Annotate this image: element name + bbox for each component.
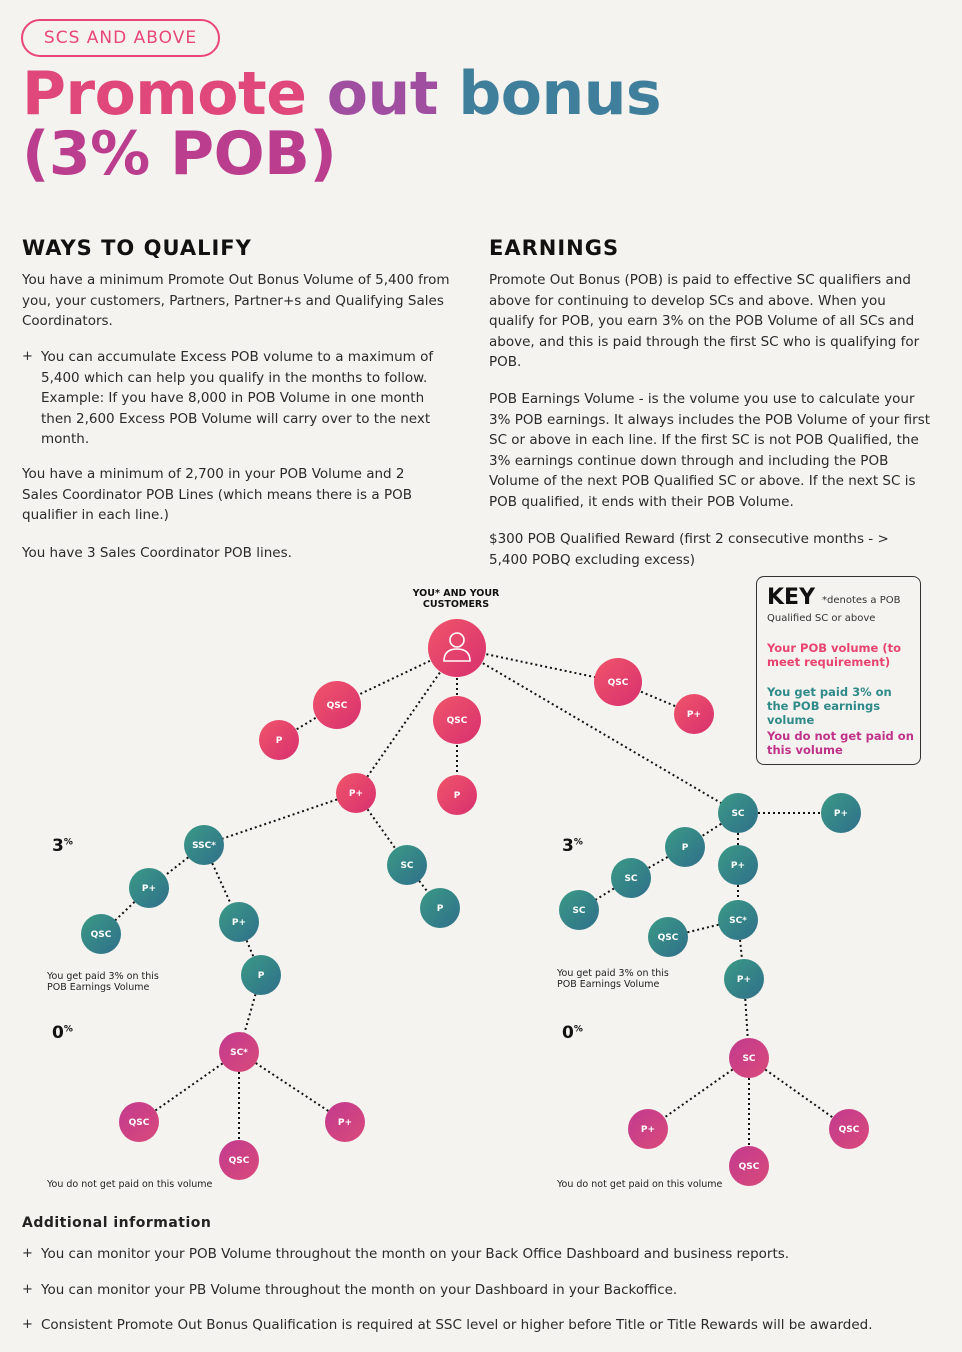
- tree-node-label: QSC: [607, 678, 629, 688]
- tree-node-label: P+: [833, 809, 849, 819]
- left-0-value: 0: [52, 1023, 64, 1043]
- tree-node-label: P: [453, 791, 461, 801]
- left-3-sign: %: [63, 837, 73, 848]
- right-0-value: 0: [562, 1023, 574, 1043]
- key-item-not-paid-volume: You do not get paid on this volume: [767, 729, 914, 757]
- bullet-plus-icon: +: [22, 1282, 33, 1297]
- tree-node-label: P: [681, 843, 689, 853]
- left-paid-note: You get paid 3% on this POB Earnings Volume: [47, 971, 159, 993]
- tree-node-label: P: [257, 971, 265, 981]
- tree-node: [219, 1140, 259, 1180]
- key-title: KEY: [767, 585, 816, 610]
- tree-node: [648, 917, 688, 957]
- tree-node: [387, 845, 427, 885]
- tree-node-label: P+: [348, 789, 364, 799]
- tree-node: [241, 955, 281, 995]
- left-3-value: 3: [52, 836, 64, 856]
- left-0-sign: %: [63, 1024, 73, 1035]
- qualify-heading: WAYS TO QUALIFY: [22, 236, 252, 260]
- tree-node-label: P+: [231, 918, 247, 928]
- tree-node: [259, 720, 299, 760]
- additional-heading: Additional information: [22, 1215, 212, 1231]
- tree-node: [336, 773, 376, 813]
- tree-node: [821, 793, 861, 833]
- key-note: *denotes a POB: [822, 595, 901, 606]
- key-item-paid-volume: You get paid 3% on the POB earnings volume: [767, 685, 892, 727]
- earnings-heading: EARNINGS: [489, 236, 620, 260]
- tree-node: [718, 845, 758, 885]
- tree-node: [718, 900, 758, 940]
- tree-node-label: QSC: [90, 930, 112, 940]
- left-not-paid-note: You do not get paid on this volume: [47, 1179, 213, 1190]
- tree-node: [628, 1109, 668, 1149]
- title-word-promote: Promote: [22, 59, 307, 129]
- qualify-paragraph-3: You have 3 Sales Coordinator POB lines.: [22, 545, 292, 561]
- tree-node: [829, 1109, 869, 1149]
- you-node: [428, 619, 486, 677]
- tree-node: [594, 658, 642, 706]
- tree-node: [718, 793, 758, 833]
- tree-node-label: SC: [572, 906, 586, 916]
- right-paid-note: You get paid 3% on this POB Earnings Volume: [557, 968, 669, 990]
- tree-node: [674, 694, 714, 734]
- tree-node: [665, 827, 705, 867]
- tree-node-label: P+: [640, 1125, 656, 1135]
- additional-item-3-text: Consistent Promote Out Bonus Qualification is required at SSC level or higher before Title or Title Rewards will be awarded.: [41, 1317, 873, 1333]
- tree-node: [420, 888, 460, 928]
- tree-node-label: QSC: [446, 716, 468, 726]
- bullet-plus-icon: +: [22, 1246, 33, 1261]
- section-badge: SCS AND ABOVE: [21, 19, 220, 57]
- right-0-percent: [562, 1023, 583, 1043]
- you-and-customers-label: YOU* AND YOUR CUSTOMERS: [412, 588, 500, 610]
- title-line-2: (3% POB): [22, 119, 337, 189]
- tree-node-label: SC: [742, 1054, 756, 1064]
- tree-node: [81, 914, 121, 954]
- tree-node: [184, 825, 224, 865]
- earnings-paragraph-1: Promote Out Bonus (POB) is paid to effective SC qualifiers and above for continuing to develop SCs and above. When you qualify for POB, you earn 3% on the POB Volume of all SCs and above, and this is paid through the first SC who is qualifying for POB.: [489, 272, 920, 370]
- qualify-paragraph-2: You have a minimum of 2,700 in your POB Volume and 2 Sales Coordinator POB Lines (which means there is a POB qualifier in each line.): [22, 466, 412, 523]
- tree-node: [325, 1102, 365, 1142]
- tree-node: [119, 1102, 159, 1142]
- tree-node-label: SC*: [230, 1048, 248, 1058]
- title-word-bonus: bonus: [458, 59, 662, 129]
- tree-node: [129, 868, 169, 908]
- right-3-value: 3: [562, 836, 574, 856]
- tree-node-label: P+: [337, 1118, 353, 1128]
- tree-node: [729, 1038, 769, 1078]
- tree-node: [559, 890, 599, 930]
- bullet-plus-icon: +: [22, 1317, 33, 1332]
- left-0-percent: [52, 1023, 73, 1043]
- tree-node-label: QSC: [838, 1125, 860, 1135]
- earnings-paragraph-2: POB Earnings Volume - is the volume you use to calculate your 3% POB earnings. It always includes the POB Volume of your first SC or above in each line. If the first SC is not POB Qualified, the 3% earnings continue down through and including the POB Volume of the next POB Qualified SC or above. If the next SC is POB qualified, it ends with their POB Volume.: [489, 391, 931, 510]
- key-item-pob-volume: Your POB volume (to meet requirement): [767, 641, 901, 669]
- tree-node-label: P+: [730, 861, 746, 871]
- tree-node-label: P+: [686, 710, 702, 720]
- tree-node-label: P: [436, 904, 444, 914]
- tree-node-label: SC*: [729, 916, 747, 926]
- left-3-percent: [52, 836, 73, 856]
- tree-node: [219, 902, 259, 942]
- tree-node-label: P: [275, 736, 283, 746]
- key-legend: [756, 576, 921, 765]
- tree-node-label: SC: [400, 861, 414, 871]
- tree-node-label: SC: [731, 809, 745, 819]
- key-note-line-2: Qualified SC or above: [767, 613, 876, 624]
- tree-node-label: QSC: [326, 701, 348, 711]
- tree-node: [433, 696, 481, 744]
- tree-node-label: QSC: [738, 1162, 760, 1172]
- tree-nodes: [81, 658, 869, 1186]
- additional-item-2-text: You can monitor your PB Volume throughout the month on your Dashboard in your Backoffice.: [41, 1282, 678, 1298]
- tree-node: [437, 775, 477, 815]
- qualify-bullet-text: You can accumulate Excess POB volume to a maximum of 5,400 which can help you qualify in the months to follow. Example: If you have 8,000 in POB Volume in one month then 2,600 Excess POB Volume will carry over to the next month.: [41, 349, 434, 447]
- right-not-paid-note: You do not get paid on this volume: [557, 1179, 723, 1190]
- right-3-sign: %: [573, 837, 583, 848]
- additional-item-1-text: You can monitor your POB Volume throughout the month on your Back Office Dashboard and business reports.: [41, 1246, 790, 1262]
- tree-node-label: QSC: [128, 1118, 150, 1128]
- tree-node-label: QSC: [657, 933, 679, 943]
- earnings-paragraph-3: $300 POB Qualified Reward (first 2 consecutive months - > 5,400 POBQ excluding excess): [489, 531, 889, 568]
- right-3-percent: [562, 836, 583, 856]
- tree-node: [313, 681, 361, 729]
- tree-node-label: QSC: [228, 1156, 250, 1166]
- title-word-out: out: [326, 59, 438, 129]
- tree-node: [219, 1032, 259, 1072]
- tree-node-label: SSC*: [192, 841, 216, 851]
- bullet-plus-icon: +: [22, 349, 33, 364]
- tree-node-label: P+: [736, 975, 752, 985]
- tree-node: [724, 959, 764, 999]
- tree-node-label: SC: [624, 874, 638, 884]
- tree-node: [611, 858, 651, 898]
- right-0-sign: %: [573, 1024, 583, 1035]
- tree-node-label: P+: [141, 884, 157, 894]
- qualify-paragraph-1: You have a minimum Promote Out Bonus Volume of 5,400 from you, your customers, Partners, Partner+s and Qualifying Sales Coordinators.: [22, 272, 450, 329]
